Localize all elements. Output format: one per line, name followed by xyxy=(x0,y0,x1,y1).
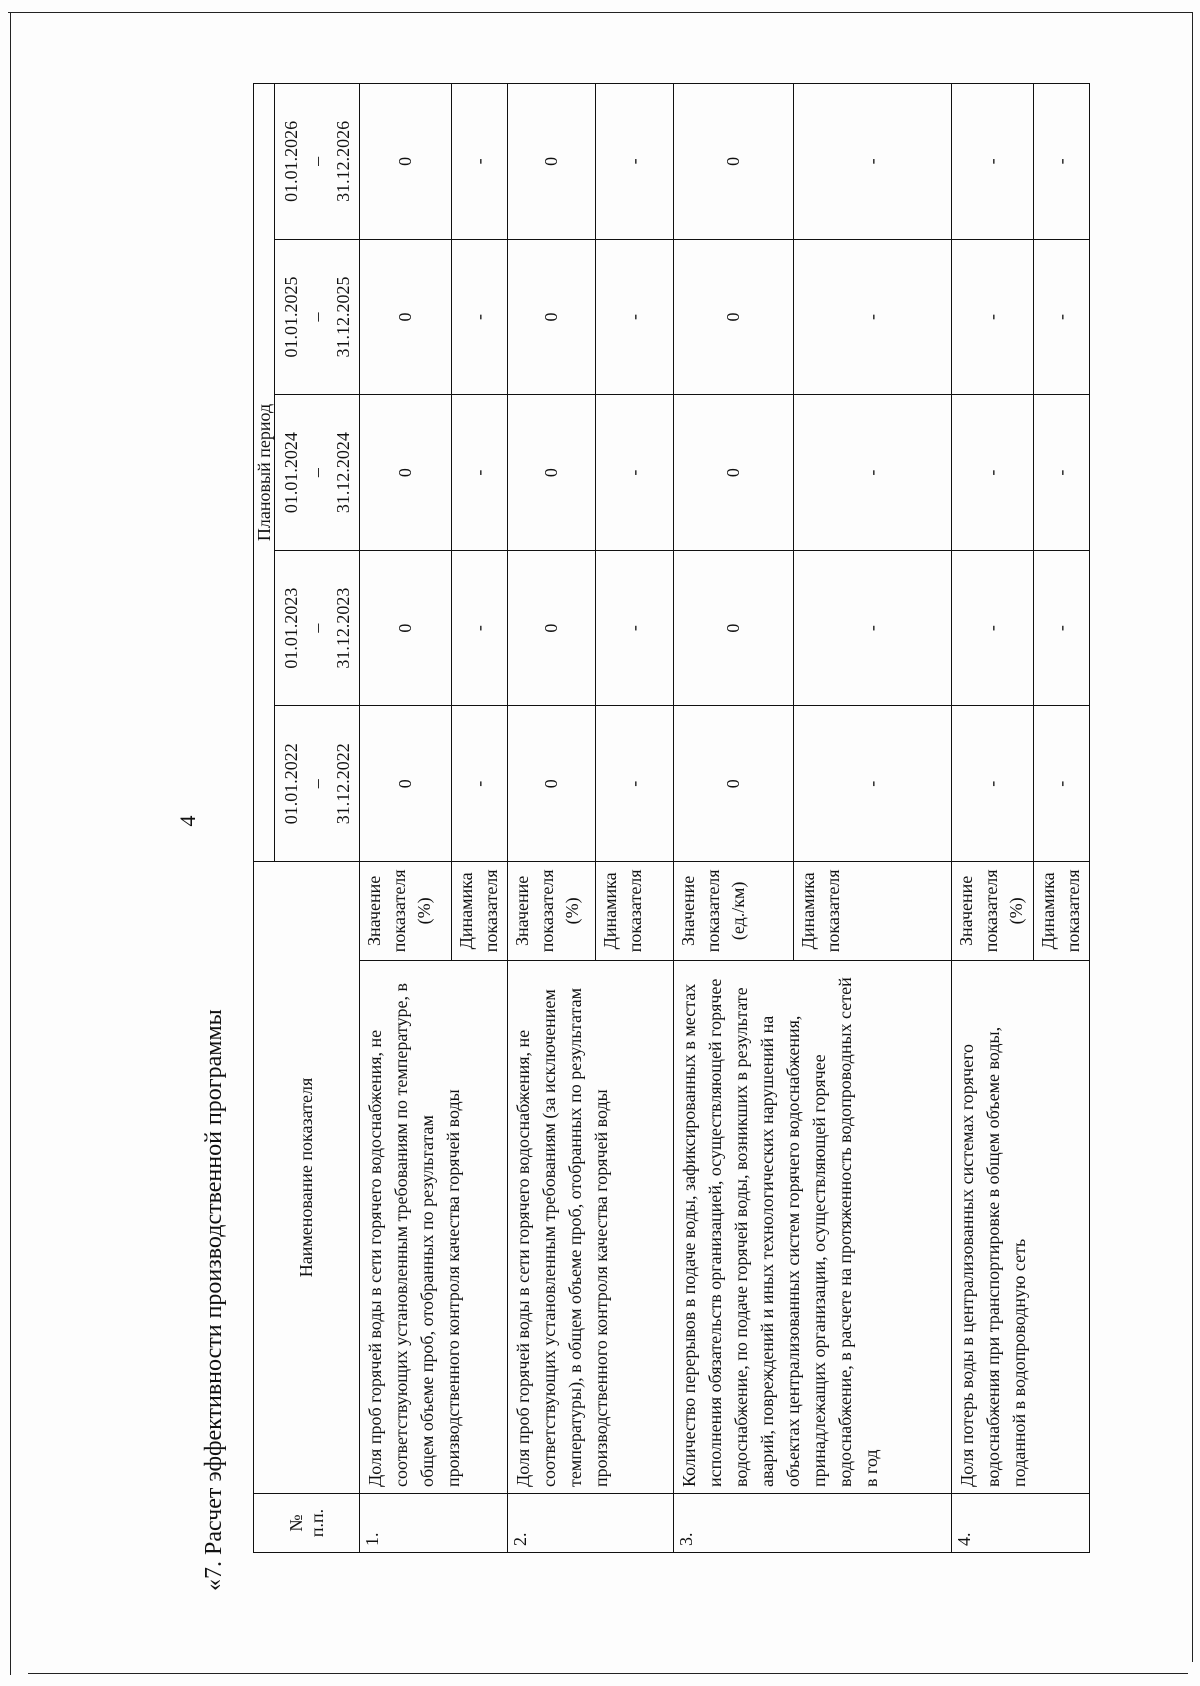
section-title: «7. Расчет эффективности производственной программы xyxy=(201,1009,227,1591)
dynamics-cell: - xyxy=(794,239,952,395)
dynamics-cell: - xyxy=(1034,239,1090,395)
value-cell: 0 xyxy=(508,395,596,551)
dynamics-cell: - xyxy=(452,395,508,551)
period-to: 31.12.2026 xyxy=(333,120,353,202)
period-2026 xyxy=(275,84,360,240)
value-cell: 0 xyxy=(360,84,452,240)
value-cell: 0 xyxy=(508,239,596,395)
value-cell: 0 xyxy=(508,84,596,240)
dynamics-cell: - xyxy=(452,84,508,240)
period-dash: – xyxy=(307,468,327,478)
dynamics-label: Динамика показателя xyxy=(452,862,508,961)
table-row xyxy=(508,84,596,1553)
value-cell: 0 xyxy=(674,84,794,240)
value-cell: - xyxy=(952,84,1034,240)
dynamics-cell: - xyxy=(794,84,952,240)
header-name: Наименование показателя xyxy=(254,862,360,1494)
period-to: 31.12.2024 xyxy=(333,432,353,514)
value-cell: - xyxy=(952,395,1034,551)
indicator-name: Количество перерывов в подаче воды, зафиксированных в местах исполнения обязательств организацией, осуществляющей горячее водоснабжение, по подаче горячей воды, возникших в результате аварий, повреждений и иных технологических нарушений на объектах централизованных систем горячего водоснабжения, принадлежащих организации, осуществляющей горячее водоснабжение, в расчете на протяженность водопроводных сетей в год xyxy=(674,960,952,1493)
period-2024 xyxy=(275,395,360,551)
period-to: 31.12.2023 xyxy=(333,587,353,669)
row-number: 1. xyxy=(360,1493,508,1552)
period-dash: – xyxy=(307,312,327,322)
indicator-name: Доля проб горячей воды в сети горячего водоснабжения, не соответствующих установленным требованиям (за исключением температуры), в общем объеме проб, отобранных по результатам производственного контроля качества горячей воды xyxy=(508,960,674,1493)
dynamics-cell: - xyxy=(596,84,674,240)
dynamics-cell: - xyxy=(596,395,674,551)
period-from: 01.01.2023 xyxy=(281,587,301,669)
period-to: 31.12.2025 xyxy=(333,276,353,358)
dynamics-label: Динамика показателя xyxy=(1034,862,1090,961)
indicator-name: Доля проб горячей воды в сети горячего водоснабжения, не соответствующих установленным требованиям по температуре, в общем объеме проб, отобранных по результатам производственного контроля качества горячей воды xyxy=(360,960,508,1493)
scan-border-top xyxy=(8,12,1193,13)
value-cell: 0 xyxy=(674,395,794,551)
dynamics-cell: - xyxy=(794,395,952,551)
period-from: 01.01.2026 xyxy=(281,120,301,202)
value-cell: 0 xyxy=(508,706,596,862)
value-cell: 0 xyxy=(674,706,794,862)
value-cell: - xyxy=(952,706,1034,862)
value-cell: 0 xyxy=(674,239,794,395)
dynamics-cell: - xyxy=(452,239,508,395)
dynamics-cell: - xyxy=(1034,550,1090,706)
table-row xyxy=(360,84,452,1553)
dynamics-label: Динамика показателя xyxy=(596,862,674,961)
period-2025 xyxy=(275,239,360,395)
dynamics-cell: - xyxy=(596,550,674,706)
value-label: Значение показателя (%) xyxy=(952,862,1034,961)
period-from: 01.01.2022 xyxy=(281,743,301,825)
header-row-1 xyxy=(254,84,275,1553)
dynamics-cell: - xyxy=(1034,84,1090,240)
period-dash: – xyxy=(307,623,327,633)
dynamics-cell: - xyxy=(1034,395,1090,551)
table-row xyxy=(674,84,794,1553)
value-label: Значение показателя (%) xyxy=(508,862,596,961)
efficiency-table xyxy=(253,83,1090,1553)
header-num: № п.п. xyxy=(254,1493,360,1552)
rotated-content xyxy=(175,61,1125,1591)
value-label: Значение показателя (%) xyxy=(360,862,452,961)
dynamics-label: Динамика показателя xyxy=(794,862,952,961)
row-number: 3. xyxy=(674,1493,952,1552)
value-cell: 0 xyxy=(674,550,794,706)
scan-border-right xyxy=(1192,12,1193,1662)
page-number: 4 xyxy=(175,815,200,827)
period-from: 01.01.2025 xyxy=(281,276,301,358)
period-dash: – xyxy=(307,779,327,789)
row-number: 2. xyxy=(508,1493,674,1552)
value-cell: 0 xyxy=(508,550,596,706)
value-cell: - xyxy=(952,239,1034,395)
dynamics-cell: - xyxy=(452,550,508,706)
period-to: 31.12.2022 xyxy=(333,743,353,825)
dynamics-cell: - xyxy=(1034,706,1090,862)
scan-border-left xyxy=(10,12,11,1675)
dynamics-cell: - xyxy=(452,706,508,862)
value-cell: - xyxy=(952,550,1034,706)
dynamics-cell: - xyxy=(794,706,952,862)
period-2023 xyxy=(275,550,360,706)
period-from: 01.01.2024 xyxy=(281,432,301,514)
value-cell: 0 xyxy=(360,239,452,395)
period-dash: – xyxy=(307,156,327,166)
dynamics-cell: - xyxy=(596,239,674,395)
value-cell: 0 xyxy=(360,550,452,706)
dynamics-cell: - xyxy=(794,550,952,706)
indicator-name: Доля потерь воды в централизованных системах горячего водоснабжения при транспортировке в общем объеме воды, поданной в водопроводную сеть xyxy=(952,960,1090,1493)
value-label: Значение показателя (ед./км) xyxy=(674,862,794,961)
scan-border-bottom xyxy=(28,1673,1188,1674)
row-number: 4. xyxy=(952,1493,1090,1552)
value-cell: 0 xyxy=(360,706,452,862)
period-2022 xyxy=(275,706,360,862)
header-planned-period: Плановый период xyxy=(254,84,275,862)
table-row xyxy=(952,84,1034,1553)
value-cell: 0 xyxy=(360,395,452,551)
dynamics-cell: - xyxy=(596,706,674,862)
